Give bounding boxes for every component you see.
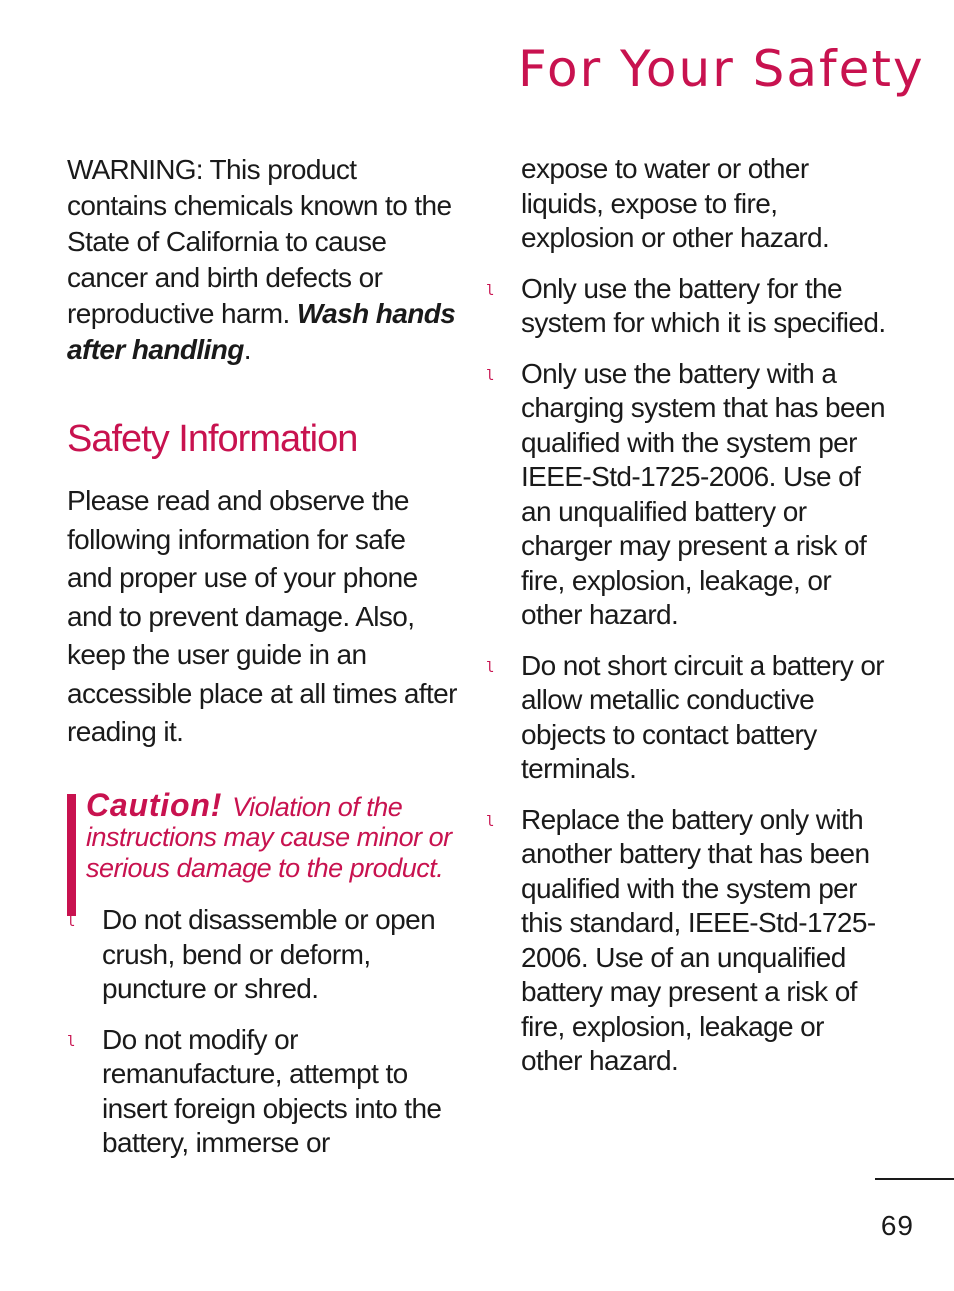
list-item-text: Do not short circuit a battery or allow metallic conductive objects to contact battery terminals. (521, 649, 885, 784)
list-item-text: Do not modify or remanufacture, attempt to insert foreign objects into the battery, immerse or (102, 1023, 442, 1158)
list-item-text: Replace the battery only with another battery that has been qualified with the system per this standard, IEEE-Std-1725-2006. Use of an unqualified battery may present a risk of fire, explosion, leakage or other hazard. (521, 803, 876, 1076)
intro-paragraph: Please read and observe the following information for safe and proper use of your phone and to prevent damage. Also, keep the user guide in an accessible place at all times after reading it. (67, 485, 457, 747)
list-item-text: Do not disassemble or open crush, bend or deform, puncture or shred. (102, 904, 436, 1004)
warning-paragraph (67, 152, 457, 368)
list-item-text: Only use the battery for the system for which it is specified. (521, 272, 886, 338)
right-column (486, 152, 886, 1079)
warning-end: . (243, 334, 251, 365)
warning-emphasis: Wash hands after handling (67, 298, 456, 365)
bullet-icon: l (486, 659, 494, 676)
left-bullet-list (67, 903, 457, 1161)
page-title: For Your Safety (518, 40, 925, 98)
caution-label: Caution! (86, 786, 223, 823)
section-heading: Safety Information (67, 418, 358, 460)
bullet-icon: l (486, 813, 494, 830)
list-item (486, 272, 886, 341)
list-item-text: Only use the battery with a charging system that has been qualified with the system per IEEE-Std-1725-2006. Use of an unqualified battery or charger may present a risk of fire, explosion, leakage, or other hazard. (521, 357, 885, 630)
list-item (67, 903, 457, 1007)
warning-keyword: WARNING (67, 154, 196, 185)
caution-text: Violation of the instructions may cause minor or serious damage to the product. (86, 791, 452, 883)
list-item (486, 357, 886, 633)
warning-text: : This product contains chemicals known to the State of California to cause cancer and birth defects or reproductive harm. (67, 154, 452, 329)
left-column (67, 152, 457, 1161)
list-item (486, 803, 886, 1079)
bullet-icon: l (67, 1033, 75, 1050)
bullet-icon: l (67, 914, 75, 930)
bullet-icon: l (486, 282, 494, 299)
list-item (67, 1023, 457, 1161)
page-number: 69 (880, 1210, 914, 1241)
list-item (486, 649, 886, 787)
continuation-text: expose to water or other liquids, expose to fire, explosion or other hazard. (521, 153, 830, 253)
footer-rule (875, 1178, 954, 1180)
right-bullet-list (486, 272, 886, 1079)
bullet-icon: l (486, 367, 494, 384)
caution-bar (67, 794, 76, 916)
caution-box (67, 786, 457, 884)
